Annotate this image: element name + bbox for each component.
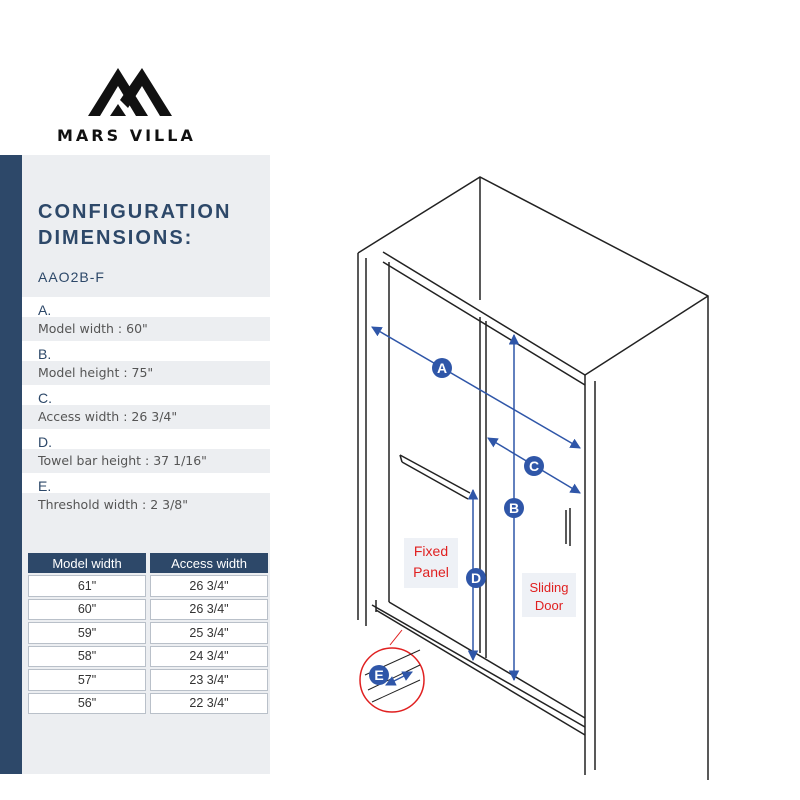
spec-towel-bar-height: Towel bar height : 37 1/16" [38,453,207,468]
svg-text:E: E [374,667,384,683]
cell-access-width: 25 3/4" [150,622,268,644]
mars-villa-logo-icon [80,60,180,120]
spec-model-width: Model width : 60" [38,321,148,336]
table-row [28,622,268,644]
table-row [28,646,268,668]
spec-access-width: Access width : 26 3/4" [38,409,178,424]
spec-letter-b: B. [38,346,52,362]
header-access-width: Access width [150,553,268,573]
svg-text:Fixed: Fixed [413,543,449,559]
marker-b [504,498,524,518]
svg-text:D: D [470,570,482,586]
cell-model-width: 58" [28,646,146,668]
spec-letter-d: D. [38,434,52,450]
config-title-line2: DIMENSIONS: [38,227,194,249]
svg-text:C: C [528,458,540,474]
cell-model-width: 56" [28,693,146,715]
spec-band [22,385,270,405]
svg-text:B: B [508,500,520,516]
spec-letter-a: A. [38,302,52,318]
cell-access-width: 26 3/4" [150,575,268,597]
spec-band [22,473,270,493]
threshold-detail [360,630,424,712]
table-header-row [28,553,268,573]
brand-name: MARS VILLA [57,126,196,145]
cell-model-width: 59" [28,622,146,644]
logo-area [0,0,425,145]
spec-band [22,297,270,317]
marker-c [524,456,544,476]
config-title-line1: CONFIGURATION [38,201,232,223]
header-model-width: Model width [28,553,146,573]
svg-text:Panel: Panel [413,564,449,580]
cell-access-width: 24 3/4" [150,646,268,668]
shower-door-diagram [300,165,800,800]
spec-band [22,341,270,361]
sliding-door-label [522,573,576,617]
cell-access-width: 26 3/4" [150,599,268,621]
cell-model-width: 61" [28,575,146,597]
table-row [28,575,268,597]
spec-letter-c: C. [38,390,52,406]
spec-letter-e: E. [38,478,52,494]
table-row [28,669,268,691]
cell-access-width: 23 3/4" [150,669,268,691]
spec-model-height: Model height : 75" [38,365,154,380]
svg-text:A: A [436,360,448,376]
cell-access-width: 22 3/4" [150,693,268,715]
cell-model-width: 60" [28,599,146,621]
cell-model-width: 57" [28,669,146,691]
accent-stripe [0,155,22,774]
table-row [28,599,268,621]
spec-band [22,429,270,449]
model-number: AAO2B-F [38,269,105,285]
marker-e [369,665,389,685]
config-title [38,199,231,251]
dimension-table [28,551,268,716]
table-row [28,693,268,715]
marker-d [466,568,486,588]
svg-text:Door: Door [534,598,564,613]
marker-a [432,358,452,378]
fixed-panel-label [404,538,458,588]
spec-threshold-width: Threshold width : 2 3/8" [38,497,188,512]
svg-text:Sliding: Sliding [529,580,569,595]
